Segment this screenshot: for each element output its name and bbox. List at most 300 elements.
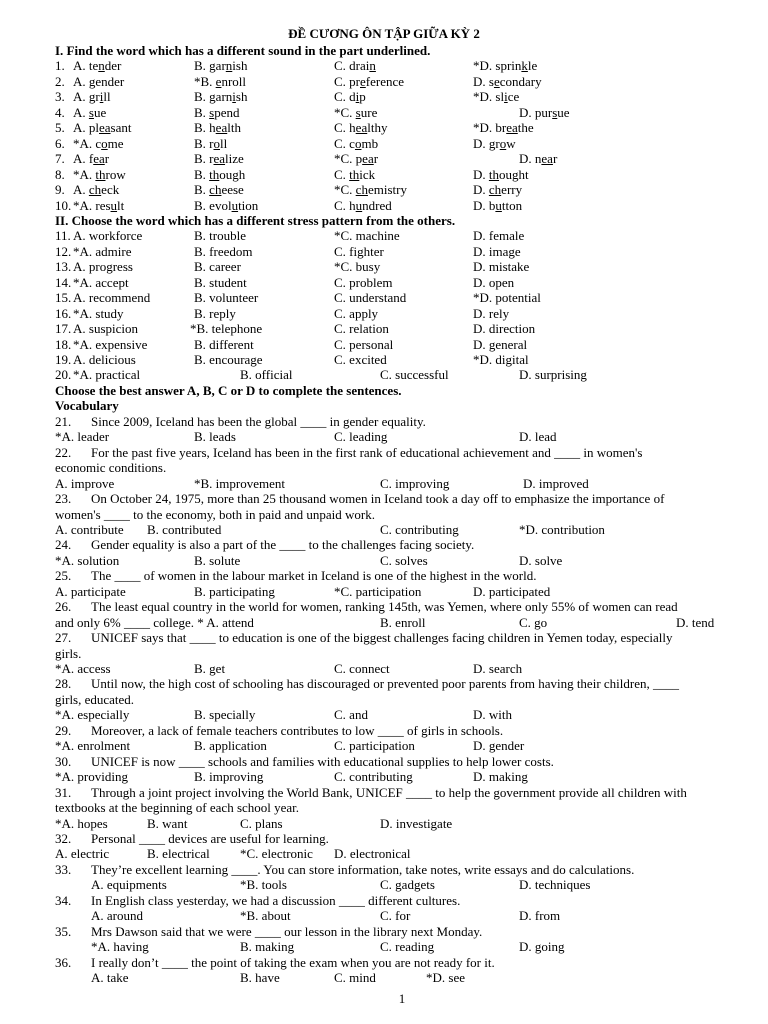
question-text: UNICEF is now ____ schools and families with educational supplies to help lower costs. — [91, 754, 554, 769]
option-text-rest: lize — [225, 151, 244, 166]
answer-option — [91, 908, 143, 923]
answer-option — [334, 769, 413, 784]
option-text: B. — [194, 105, 210, 120]
answer-option — [519, 908, 560, 923]
option-text: C. h — [334, 120, 356, 135]
question-number: 4. — [55, 105, 65, 120]
answer-option — [334, 182, 407, 197]
answer-option — [73, 275, 129, 290]
answer-option — [240, 877, 287, 892]
option-text-rest: row — [105, 167, 126, 182]
option-text: A. — [73, 105, 89, 120]
page-title: ĐỀ CƯƠNG ÔN TẬP GIỮA KỲ 2 — [288, 26, 480, 41]
option-text: D. improved — [523, 476, 589, 491]
question-number: 13. — [55, 259, 72, 274]
answer-option — [334, 707, 368, 722]
answer-option — [473, 58, 537, 73]
option-text: B. electrical — [147, 846, 210, 861]
underlined-part: o — [499, 136, 507, 151]
option-text: C. mind — [334, 970, 376, 985]
answer-option — [334, 290, 406, 305]
option-text: D. mistake — [473, 259, 530, 274]
option-text: *C. electronic — [240, 846, 313, 861]
question-number: 5. — [55, 120, 65, 135]
answer-option — [473, 290, 541, 305]
answer-option — [334, 198, 392, 213]
option-text: *A. hopes — [55, 816, 108, 831]
answer-option — [380, 522, 459, 537]
option-text: B. get — [194, 661, 226, 676]
answer-option — [334, 661, 390, 676]
answer-option — [194, 167, 245, 182]
answer-option — [73, 306, 124, 321]
option-text: C. excited — [334, 352, 387, 367]
option-text-rest: lt — [117, 198, 125, 213]
option-text: C. leading — [334, 429, 388, 444]
option-text-rest: ick — [359, 167, 376, 182]
answer-option — [334, 275, 393, 290]
option-text: C. for — [380, 908, 411, 923]
option-text: A. workforce — [73, 228, 143, 243]
option-text: B. specially — [194, 707, 256, 722]
option-text: C. reading — [380, 939, 435, 954]
question-number: 8. — [55, 167, 65, 182]
answer-option — [194, 244, 252, 259]
option-text: *A. admire — [73, 244, 132, 259]
answer-option — [194, 738, 267, 753]
answer-option — [473, 769, 528, 784]
answer-option — [240, 939, 294, 954]
option-text: *A. practical — [73, 367, 141, 382]
answer-option — [147, 522, 221, 537]
question-number: 18. — [55, 337, 72, 352]
option-text-rest: ender — [95, 74, 125, 89]
option-text: D. going — [519, 939, 565, 954]
option-text-rest: tion — [238, 198, 259, 213]
option-text-rest: eese — [221, 182, 244, 197]
answer-option — [334, 244, 384, 259]
answer-option — [334, 136, 378, 151]
answer-option — [240, 367, 292, 382]
question-text: I really don’t ____ the point of taking the exam when you are not ready for it. — [91, 955, 495, 970]
answer-option — [334, 228, 400, 243]
option-text: *A. having — [91, 939, 149, 954]
question-text: Through a joint project involving the World Bank, UNICEF ____ to help the government provide all children with — [91, 785, 687, 800]
underlined-part: th — [95, 167, 106, 182]
question-number: 19. — [55, 352, 72, 367]
answer-option — [473, 259, 529, 274]
option-text-rest: w — [506, 136, 516, 151]
underlined-part: ea — [213, 151, 226, 166]
answer-option — [194, 151, 244, 166]
underlined-part: i — [99, 89, 104, 104]
option-text: C. plans — [240, 816, 283, 831]
option-text: A. delicious — [73, 352, 136, 367]
question-number: 28. — [55, 676, 72, 691]
underlined-part: o — [213, 136, 220, 151]
underlined-part: th — [349, 167, 360, 182]
option-text: *C. — [334, 182, 356, 197]
option-text: B. want — [147, 816, 188, 831]
answer-option — [73, 89, 111, 104]
option-text: *B. about — [240, 908, 291, 923]
answer-option — [73, 182, 119, 197]
answer-option — [334, 738, 415, 753]
option-text: A. — [73, 182, 89, 197]
option-text: C. h — [334, 198, 356, 213]
question-number: 15. — [55, 290, 72, 305]
question-text: Gender equality is also a part of the ____ to the challenges facing society. — [91, 537, 475, 552]
underlined-part: u — [110, 198, 118, 213]
underlined-part: u — [495, 198, 502, 213]
option-text-rest: sant — [110, 120, 132, 135]
underlined-part: ea — [362, 151, 374, 166]
option-text: *A. c — [73, 136, 102, 151]
answer-option — [55, 846, 109, 861]
answer-option — [194, 198, 258, 213]
question-text: women's ____ to the economy, both in paid and unpaid work. — [55, 507, 375, 522]
question-number: 33. — [55, 862, 72, 877]
answer-option — [194, 306, 236, 321]
option-text: D. female — [473, 228, 525, 243]
underlined-part: s — [88, 105, 94, 120]
option-text: A. contribute — [55, 522, 124, 537]
question-number: 25. — [55, 568, 72, 583]
option-text-rest: me — [107, 136, 124, 151]
underlined-part: th — [488, 167, 500, 182]
option-text: D. s — [473, 74, 494, 89]
option-text: C. relation — [334, 321, 389, 336]
answer-option — [473, 306, 509, 321]
answer-option — [473, 321, 535, 336]
option-text-rest: ll — [103, 89, 111, 104]
answer-option — [194, 275, 247, 290]
option-text: *C. busy — [334, 259, 381, 274]
answer-option — [55, 584, 126, 599]
option-text: *A. especially — [55, 707, 130, 722]
answer-option — [73, 244, 131, 259]
option-text: A. te — [73, 58, 99, 73]
underlined-part: n — [225, 58, 233, 73]
answer-option — [334, 89, 366, 104]
answer-option — [334, 58, 376, 73]
underlined-part: ea — [355, 120, 368, 135]
answer-option — [73, 352, 136, 367]
section-heading: I. Find the word which has a different sound in the part underlined. — [55, 43, 431, 58]
option-text: *A. accept — [73, 275, 129, 290]
question-text: economic conditions. — [55, 460, 167, 475]
question-number: 21. — [55, 414, 72, 429]
option-text: B. making — [240, 939, 295, 954]
underlined-part: i — [232, 89, 236, 104]
underlined-part: n — [369, 58, 376, 73]
question-text: The ____ of women in the labour market in Iceland is one of the highest in the world. — [91, 568, 537, 583]
question-number: 16. — [55, 306, 72, 321]
option-text: B. — [194, 167, 210, 182]
section-heading: Vocabulary — [55, 398, 119, 413]
question-text: Since 2009, Iceland has been the global ____ in gender equality. — [91, 414, 426, 429]
option-text: *D. potential — [473, 290, 541, 305]
answer-option — [73, 198, 124, 213]
answer-option — [473, 275, 514, 290]
option-text: D. electronical — [334, 846, 411, 861]
underlined-part: o — [101, 136, 108, 151]
answer-option — [334, 74, 404, 89]
answer-option — [73, 321, 138, 336]
answer-option — [473, 738, 524, 753]
option-text: D. gender — [473, 738, 525, 753]
option-text: B. trouble — [194, 228, 246, 243]
option-text: D. rely — [473, 306, 510, 321]
answer-option — [194, 89, 247, 104]
option-text: *B. improvement — [194, 476, 285, 491]
option-text: C. fighter — [334, 244, 384, 259]
option-text: D. investigate — [380, 816, 453, 831]
answer-option — [194, 290, 258, 305]
question-number: 2. — [55, 74, 65, 89]
answer-option — [194, 661, 225, 676]
option-text-rest: ue — [557, 105, 570, 120]
answer-option — [676, 615, 714, 630]
question-number: 9. — [55, 182, 65, 197]
option-text: *A. solution — [55, 553, 120, 568]
option-text-rest: ought — [499, 167, 529, 182]
answer-option — [334, 846, 411, 861]
question-number: 14. — [55, 275, 72, 290]
underlined-part: g — [88, 74, 96, 89]
option-text-rest: p — [359, 89, 366, 104]
option-text: *A. enrolment — [55, 738, 131, 753]
option-text: B. garn — [194, 89, 233, 104]
section-heading: II. Choose the word which has a different stress pattern from the others. — [55, 213, 456, 228]
option-text: B. different — [194, 337, 254, 352]
answer-option — [519, 151, 557, 166]
question-text: girls, educated. — [55, 692, 135, 707]
option-text: C. improving — [380, 476, 450, 491]
answer-option — [473, 352, 529, 367]
option-text-rest: mb — [361, 136, 379, 151]
underlined-part: i — [504, 89, 508, 104]
option-text: C. pr — [334, 74, 360, 89]
option-text: *A. res — [73, 198, 111, 213]
answer-option — [73, 228, 142, 243]
option-text: *B. telephone — [190, 321, 263, 336]
option-text: D. image — [473, 244, 521, 259]
answer-option — [473, 198, 522, 213]
answer-option — [519, 615, 547, 630]
option-text: B. r — [194, 151, 214, 166]
option-text-rest: r — [373, 151, 379, 166]
answer-option — [147, 846, 210, 861]
answer-option — [473, 661, 522, 676]
question-number: 11. — [55, 228, 71, 243]
question-text: girls. — [55, 646, 82, 661]
underlined-part: ch — [209, 182, 222, 197]
answer-option — [334, 429, 387, 444]
option-text: *D. contribution — [519, 522, 605, 537]
answer-option — [473, 707, 512, 722]
option-text-rest: tton — [501, 198, 523, 213]
answer-option — [91, 877, 167, 892]
option-text: A. recommend — [73, 290, 151, 305]
option-text: B. have — [240, 970, 280, 985]
option-text: D. — [473, 167, 489, 182]
option-text-rest: r — [552, 151, 558, 166]
answer-option — [73, 167, 126, 182]
option-text: B. — [194, 182, 210, 197]
answer-option — [194, 584, 275, 599]
option-text: C. gadgets — [380, 877, 435, 892]
option-text: C. understand — [334, 290, 407, 305]
answer-option — [55, 769, 128, 784]
option-text-rest: ndred — [362, 198, 392, 213]
answer-option — [55, 738, 130, 753]
option-text: B. career — [194, 259, 241, 274]
answer-option — [473, 228, 524, 243]
answer-option — [194, 707, 255, 722]
answer-option — [380, 615, 426, 630]
underlined-part: k — [521, 58, 528, 73]
option-text: B. h — [194, 120, 216, 135]
option-text: B. contributed — [147, 522, 222, 537]
answer-option — [55, 816, 108, 831]
question-text: Personal ____ devices are useful for learning. — [91, 831, 329, 846]
option-text: *D. see — [426, 970, 465, 985]
answer-option — [519, 553, 562, 568]
question-number: 12. — [55, 244, 72, 259]
answer-option — [194, 74, 246, 89]
answer-option — [190, 321, 262, 336]
option-text: C. d — [334, 89, 356, 104]
answer-option — [55, 553, 119, 568]
answer-option — [473, 89, 519, 104]
answer-option — [194, 259, 241, 274]
option-text: D. direction — [473, 321, 536, 336]
underlined-part: n — [98, 58, 105, 73]
question-number: 22. — [55, 445, 72, 460]
question-number: 7. — [55, 151, 65, 166]
answer-option — [473, 120, 534, 135]
answer-option — [519, 429, 557, 444]
option-text: C. solves — [380, 553, 428, 568]
question-number: 17. — [55, 321, 72, 336]
answer-option — [380, 939, 434, 954]
answer-option — [240, 908, 291, 923]
answer-option — [55, 661, 111, 676]
question-text: Until now, the high cost of schooling has discouraged or prevented poor parents from having their children, ____ — [91, 676, 679, 691]
answer-option — [334, 151, 378, 166]
option-text: D. search — [473, 661, 523, 676]
option-text-rest: der — [104, 58, 122, 73]
answer-option — [73, 151, 109, 166]
answer-option — [194, 769, 263, 784]
option-text-rest: erry — [501, 182, 523, 197]
option-text: *A. study — [73, 306, 124, 321]
answer-option — [473, 167, 529, 182]
option-text: B. volunteer — [194, 290, 259, 305]
option-text: *A. leader — [55, 429, 110, 444]
option-text-rest: eck — [101, 182, 120, 197]
option-text: A. equipments — [91, 877, 167, 892]
question-text: They’re excellent learning ____. You can store information, take notes, write essays and do calculations. — [91, 862, 635, 877]
option-text: C. go — [519, 615, 548, 630]
option-text: D. open — [473, 275, 515, 290]
underlined-part: i — [355, 89, 360, 104]
answer-option — [73, 367, 140, 382]
answer-option — [473, 182, 522, 197]
section-heading: Choose the best answer A, B, C or D to complete the sentences. — [55, 383, 402, 398]
option-text: D. solve — [519, 553, 563, 568]
option-text: D. b — [473, 198, 496, 213]
option-text: A. improve — [55, 476, 115, 491]
answer-option — [240, 970, 280, 985]
answer-option — [380, 816, 452, 831]
answer-option — [194, 337, 254, 352]
question-number: 30. — [55, 754, 72, 769]
question-number: 35. — [55, 924, 72, 939]
answer-option — [334, 970, 376, 985]
answer-option — [73, 136, 124, 151]
answer-option — [334, 584, 421, 599]
answer-option — [334, 306, 378, 321]
option-text: *B. tools — [240, 877, 287, 892]
option-text: *A. access — [55, 661, 111, 676]
underlined-part: ea — [99, 120, 111, 135]
answer-option — [194, 58, 247, 73]
answer-option — [334, 167, 375, 182]
underlined-part: o — [354, 136, 362, 151]
option-text-rest: condary — [499, 74, 542, 89]
answer-option — [473, 74, 542, 89]
question-number: 32. — [55, 831, 72, 846]
answer-option — [473, 244, 521, 259]
question-number: 29. — [55, 723, 72, 738]
underlined-part: s — [552, 105, 558, 120]
option-text: D. pur — [519, 105, 553, 120]
answer-option — [91, 970, 129, 985]
answer-option — [194, 352, 263, 367]
option-text: *C. machine — [334, 228, 400, 243]
question-number: 31. — [55, 785, 72, 800]
option-text-rest: lthy — [367, 120, 388, 135]
question-number: 3. — [55, 89, 65, 104]
page-number: 1 — [398, 991, 406, 1006]
underlined-part: ea — [541, 151, 553, 166]
answer-option — [91, 939, 149, 954]
answer-option — [240, 816, 283, 831]
underlined-part: s — [355, 105, 361, 120]
answer-option — [380, 553, 428, 568]
answer-option — [519, 522, 605, 537]
option-text: A. electric — [55, 846, 110, 861]
question-number: 34. — [55, 893, 72, 908]
underlined-part: ea — [215, 120, 228, 135]
question-text: UNICEF says that ____ to education is one of the biggest challenges facing children in Yemen today, especially — [91, 630, 673, 645]
option-text: *C. — [334, 105, 356, 120]
underlined-part: ea — [506, 120, 518, 135]
option-text: A. participate — [55, 584, 126, 599]
option-text: D. gr — [473, 136, 500, 151]
answer-option — [194, 228, 246, 243]
option-text-rest: ue — [93, 105, 107, 120]
answer-option — [194, 105, 240, 120]
question-number: 36. — [55, 955, 72, 970]
option-text: D. techniques — [519, 877, 591, 892]
answer-option — [194, 429, 236, 444]
option-text: D. with — [473, 707, 512, 722]
option-text: C. contributing — [334, 769, 413, 784]
option-text: C. contributing — [380, 522, 459, 537]
